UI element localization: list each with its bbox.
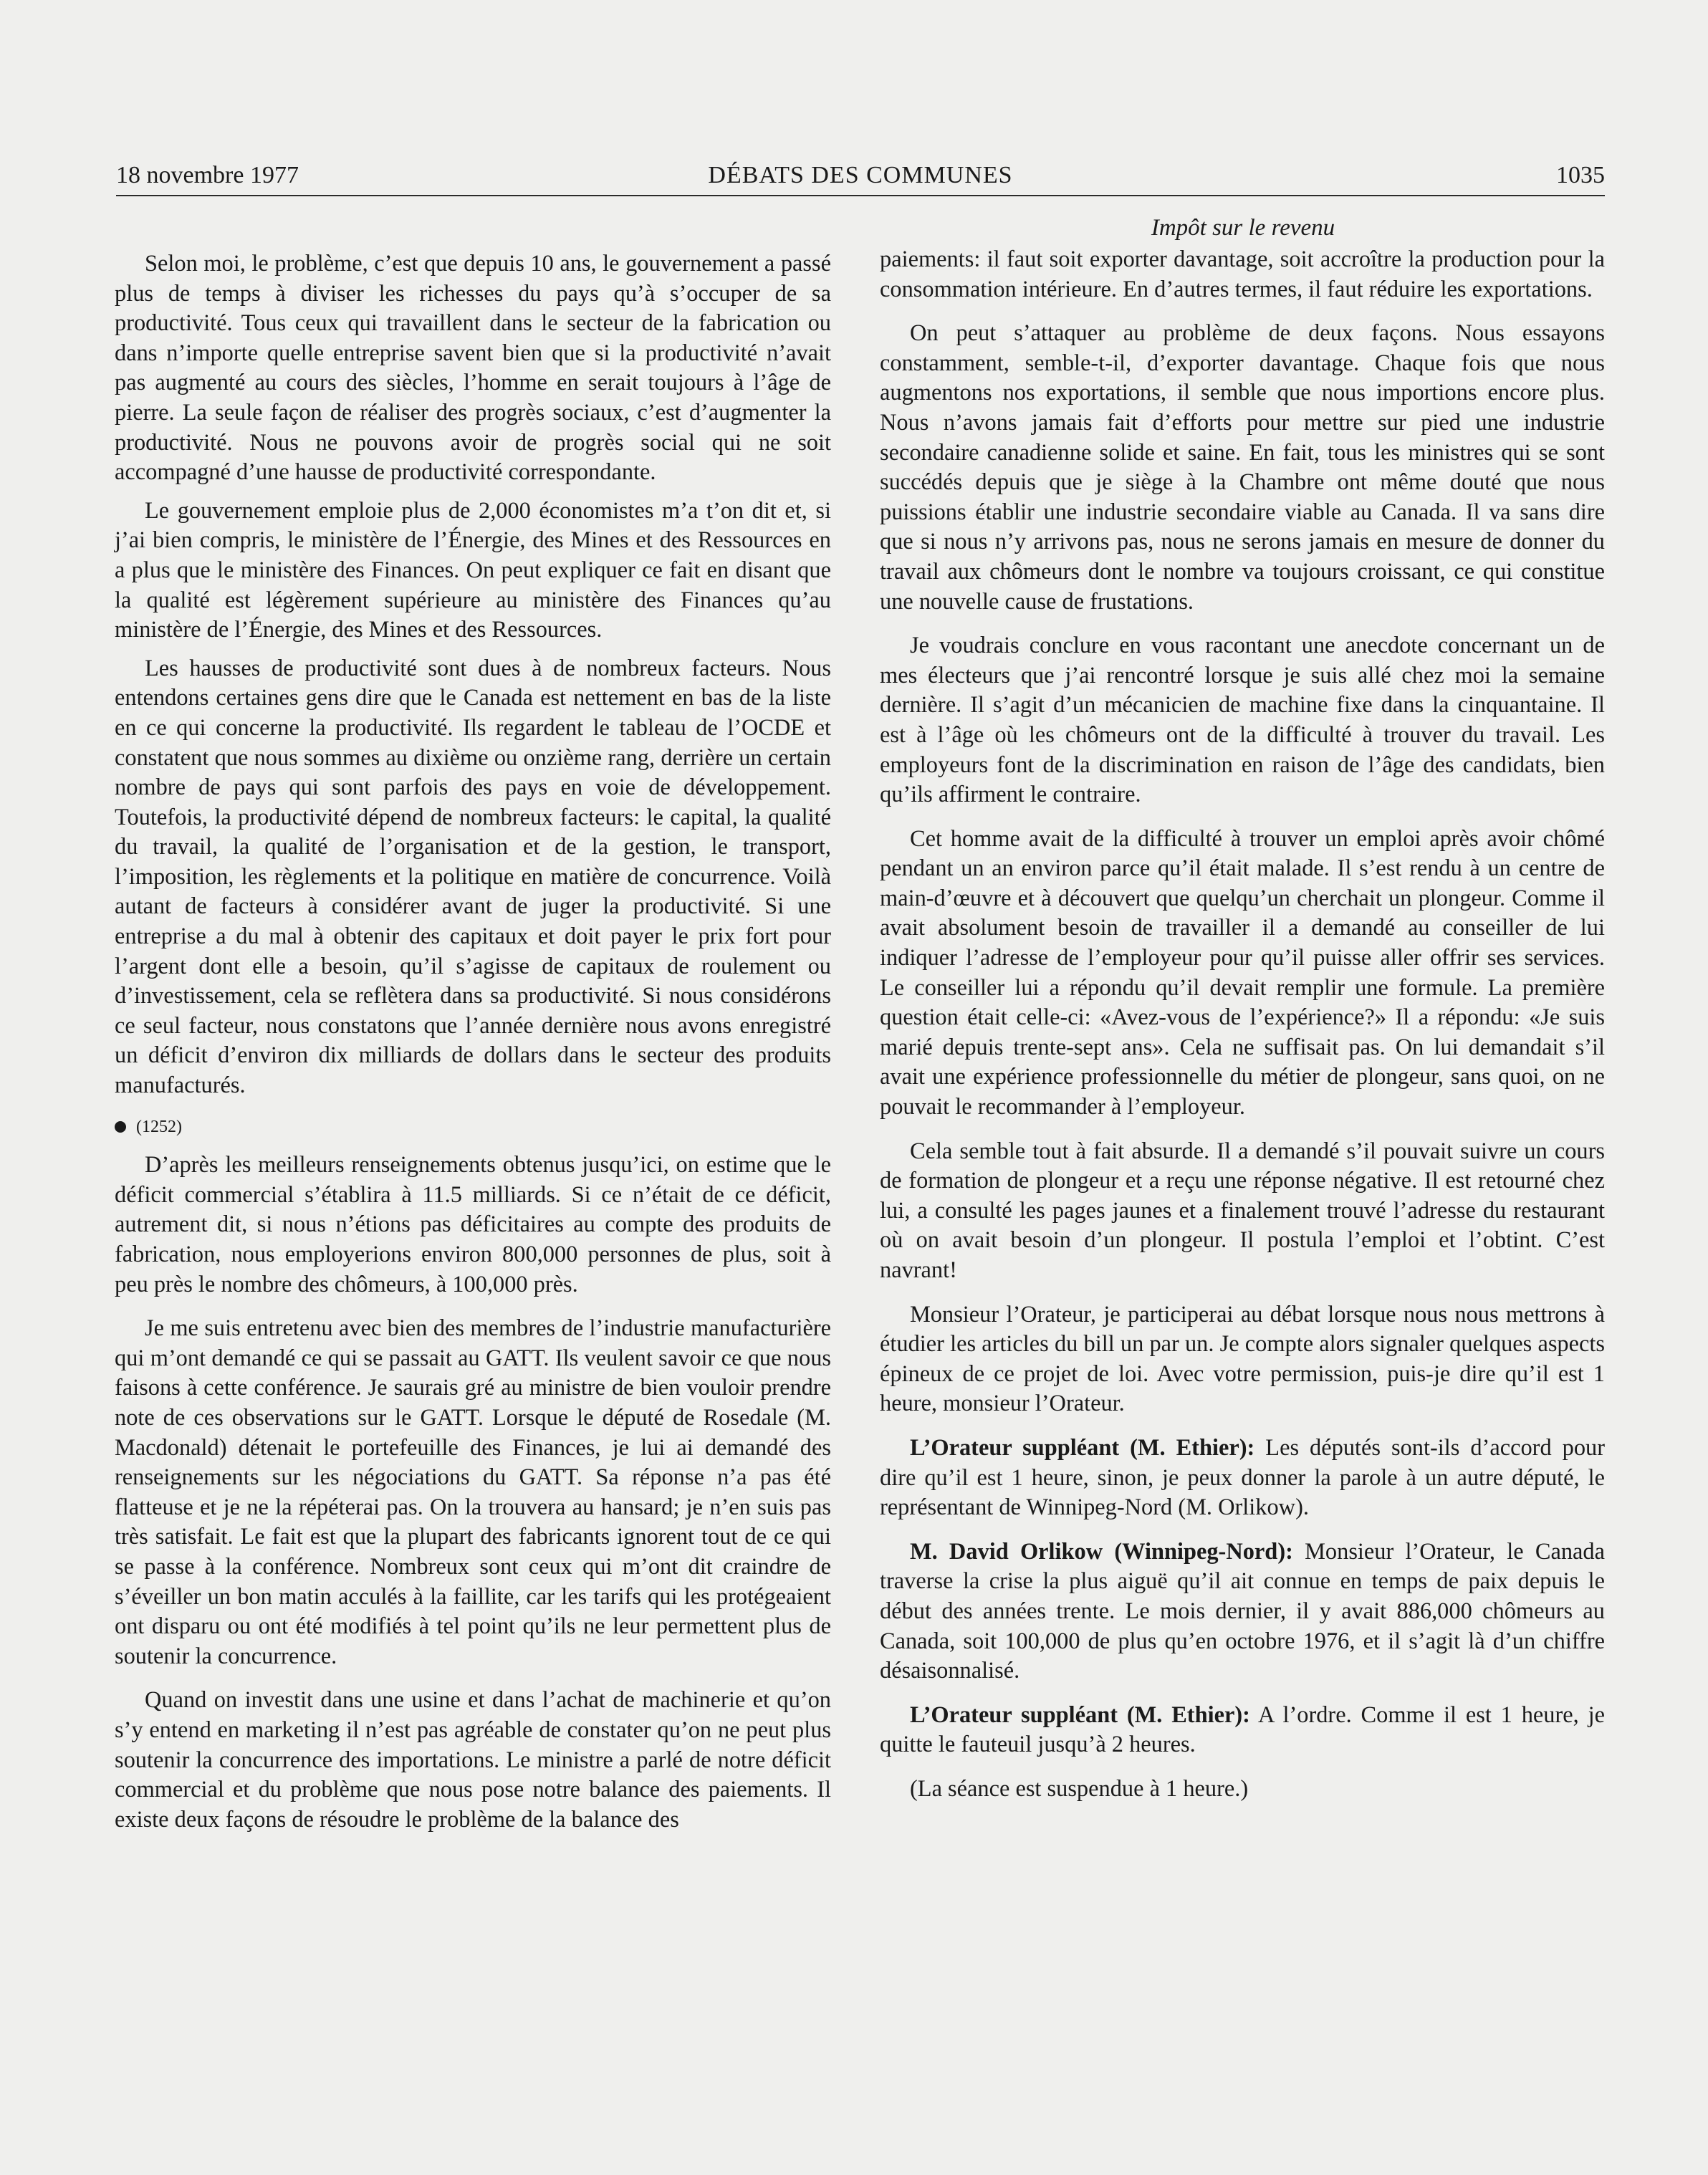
speech-text: Les députés sont-ils d’accord pour dire qu’il est 1 heure, sinon, je peux donner la parole à un autre député, le représentant de Winnipeg-Nord (M. Orlikow). (880, 1434, 1605, 1521)
paragraph: Je me suis entretenu avec bien des membres de l’industrie manufacturière qui m’ont demandé ce qui se passait au GATT. Ils veulent savoir ce que nous faisons à cette conférence. Je saurais gré au ministre de bien vouloir prendre note de ces observations sur le GATT. Lorsque le député de Rosedale (M. Macdonald) détenait le portefeuille des Finances, je lui ai demandé des renseignements sur les négociations du GATT. Sa réponse n’a pas été flatteuse et je ne la répéterai pas. On la trouvera au hansard; je n’en suis pas très satisfait. Le fait est que la plupart des fabricants ignorent tout de ce qui se passe à la conférence. Nombreux sont ceux qui m’ont dit craindre de s’éveiller un bon matin acculés à la faillite, car les tarifs qui les protégeaient ont disparu ou ont été modifiés à tel point qu’ils ne leur permettent plus de soutenir la concurrence. (115, 1315, 831, 1669)
speaker-name: L’Orateur suppléant (M. Ethier): (910, 1701, 1250, 1728)
paragraph: Je voudrais conclure en vous racontant une anecdote concernant un de mes électeurs que j’ai rencontré lorsque je suis allé chez moi la semaine dernière. Il s’agit d’un mécanicien de machine fixe dans la cinquantaine. Il est à l’âge où les chômeurs ont de la difficulté à trouver du travail. Les employeurs font de la discrimination en raison de l’âge des candidats, bien qu’ils affirment le contraire. (880, 633, 1605, 808)
header-title: DÉBATS DES COMMUNES (708, 162, 1013, 188)
speech-paragraph (880, 1537, 1605, 1686)
page-header (116, 159, 1605, 196)
paragraph: Les hausses de productivité sont dues à de nombreux facteurs. Nous entendons certaines gens dire que le Canada est nettement en bas de la liste en ce qui concerne la productivité. Ils regardent le tableau de l’OCDE et constatent que nous sommes au dixième ou onzième rang, derrière un certain nombre de pays qui sont parfois des pays en voie de développement. Toutefois, la productivité dépend de nombreux facteurs: le capital, la qualité du travail, la qualité de l’organisation et de la gestion, le transport, l’imposition, les règlements et la politique en matière de concurrence. Voilà autant de facteurs à considérer avant de juger la productivité. Si une entreprise a du mal à obtenir des capitaux et doit payer le prix fort pour l’argent dont elle a besoin, qu’il s’agisse de capitaux de roulement ou d’investissement, cela se reflètera dans sa productivité. Si nous considérons ce seul facteur, nous constatons que l’année dernière nous avons enregistré un déficit d’environ dix milliards de dollars dans le secteur des produits manufacturés. (115, 655, 831, 1099)
bullet-icon (115, 1121, 126, 1133)
speaker-name: M. David Orlikow (Winnipeg-Nord): (910, 1538, 1293, 1565)
timestamp-label: (1252) (136, 1117, 182, 1136)
speech-paragraph (880, 1701, 1605, 1760)
speech-text: Monsieur l’Orateur, le Canada traverse la crise la plus aiguë qu’il ait connue en temps de paix depuis le début des années trente. Le mois dernier, il y avait 886,000 chômeurs au Canada, soit 100,000 de plus qu’en octobre 1976, et il s’agit là d’un chiffre désaisonnalisé. (880, 1538, 1605, 1684)
speaker-name: L’Orateur suppléant (M. Ethier): (910, 1434, 1255, 1461)
page-number: 1035 (1556, 162, 1605, 188)
paragraph: Le gouvernement emploie plus de 2,000 économistes m’a t’on dit et, si j’ai bien compris, le ministère de l’Énergie, des Mines et des Ressources en a plus que le ministère des Finances. On peut expliquer ce fait en disant que la qualité est légèrement supérieure au ministère des Finances qu’au ministère de l’Énergie, des Mines et des Ressources. (115, 497, 831, 643)
paragraph: D’après les meilleurs renseignements obtenus jusqu’ici, on estime que le déficit commercial s’établira à 11.5 milliards. Si ce n’était de ce déficit, autrement dit, si nous n’étions pas déficitaires au compte des produits de fabrication, nous employerions environ 800,000 personnes de plus, soit à peu près le nombre des chômeurs, à 100,000 près. (115, 1152, 831, 1297)
paragraph: Quand on investit dans une usine et dans l’achat de machinerie et qu’on s’y entend en marketing il n’est pas agréable de constater qu’on ne peut plus soutenir la concurrence des importations. Le ministre a parlé de notre déficit commercial et du problème que nous pose notre balance des paiements. Il existe deux façons de résoudre le problème de la balance des (115, 1687, 831, 1833)
time-marker (115, 1113, 831, 1143)
paragraph: Cela semble tout à fait absurde. Il a demandé s’il pouvait suivre un cours de formation de plongeur et a reçu une réponse négative. Il est retourné chez lui, a consulté les pages jaunes et a finalement trouvé l’adresse du restaurant où on avait besoin d’un plongeur. Il postula l’emploi et l’obtint. C’est navrant! (880, 1138, 1605, 1283)
section-subheading: Impôt sur le revenu (1151, 215, 1335, 241)
paragraph: On peut s’attaquer au problème de deux façons. Nous essayons constamment, semble-t-il, d’exporter davantage. Chaque fois que nous augmentons nos exportations, il semble que nous importions encore plus. Nous n’avons jamais fait d’efforts pour mettre sur pied une industrie secondaire canadienne solide et saine. En fait, tous les ministres qui se sont succédés depuis que je siège à la Chambre ont même douté que nous puissions établir une industrie secondaire viable au Canada. Il va sans dire que si nous n’y arrivons pas, nous ne serons jamais en mesure de donner du travail aux chômeurs dont le nombre va toujours croissant, ce qui constitue une nouvelle cause de frustations. (880, 320, 1605, 615)
header-date: 18 novembre 1977 (116, 162, 299, 188)
paragraph: paiements: il faut soit exporter davantage, soit accroître la production pour la consommation intérieure. En d’autres termes, il faut réduire les exportations. (880, 246, 1605, 302)
right-column (880, 245, 1605, 1819)
speech-text: A l’ordre. Comme il est 1 heure, je quitte le fauteuil jusqu’à 2 heures. (880, 1701, 1605, 1758)
paragraph: Selon moi, le problème, c’est que depuis 10 ans, le gouvernement a passé plus de temps à diviser les richesses du pays qu’à s’occuper de sa productivité. Tous ceux qui travaillent dans le secteur de la fabrication ou dans n’importe quelle entreprise savent bien que si la productivité n’avait pas augmenté au cours des siècles, l’homme en serait toujours à l’âge de pierre. La seule façon de réaliser des progrès sociaux, c’est d’augmenter la productivité. Nous ne pouvons avoir de progrès social qui ne soit accompagné d’une hausse de productivité correspondante. (115, 251, 831, 486)
left-column (115, 242, 831, 1835)
speech-paragraph (880, 1434, 1605, 1523)
session-note: (La séance est suspendue à 1 heure.) (910, 1775, 1249, 1802)
paragraph: Cet homme avait de la difficulté à trouver un emploi après avoir chômé pendant un an environ parce qu’il était malade. Il s’est rendu à un centre de main-d’œuvre et à découvert que quelqu’un cherchait un plongeur. Comme il avait absolument besoin de travailler il a demandé au conseiller de lui indiquer l’adresse de l’employeur pour qu’il puisse aller offrir ses services. Le conseiller lui a répondu qu’il devait remplir une formule. La première question était celle-ci: «Avez-vous de l’expérience?» Il a répondu: «Je suis marié depuis trente-sept ans». Cela ne suffisait pas. On lui demandait s’il avait une expérience professionnelle du métier de plongeur, sans quoi, on ne pouvait le recommander à l’employeur. (880, 825, 1605, 1120)
paragraph: Monsieur l’Orateur, je participerai au débat lorsque nous nous mettrons à étudier les articles du bill un par un. Je compte alors signaler quelques aspects épineux de ce projet de loi. Avec votre permission, puis-je dire qu’il est 1 heure, monsieur l’Orateur. (880, 1301, 1605, 1417)
